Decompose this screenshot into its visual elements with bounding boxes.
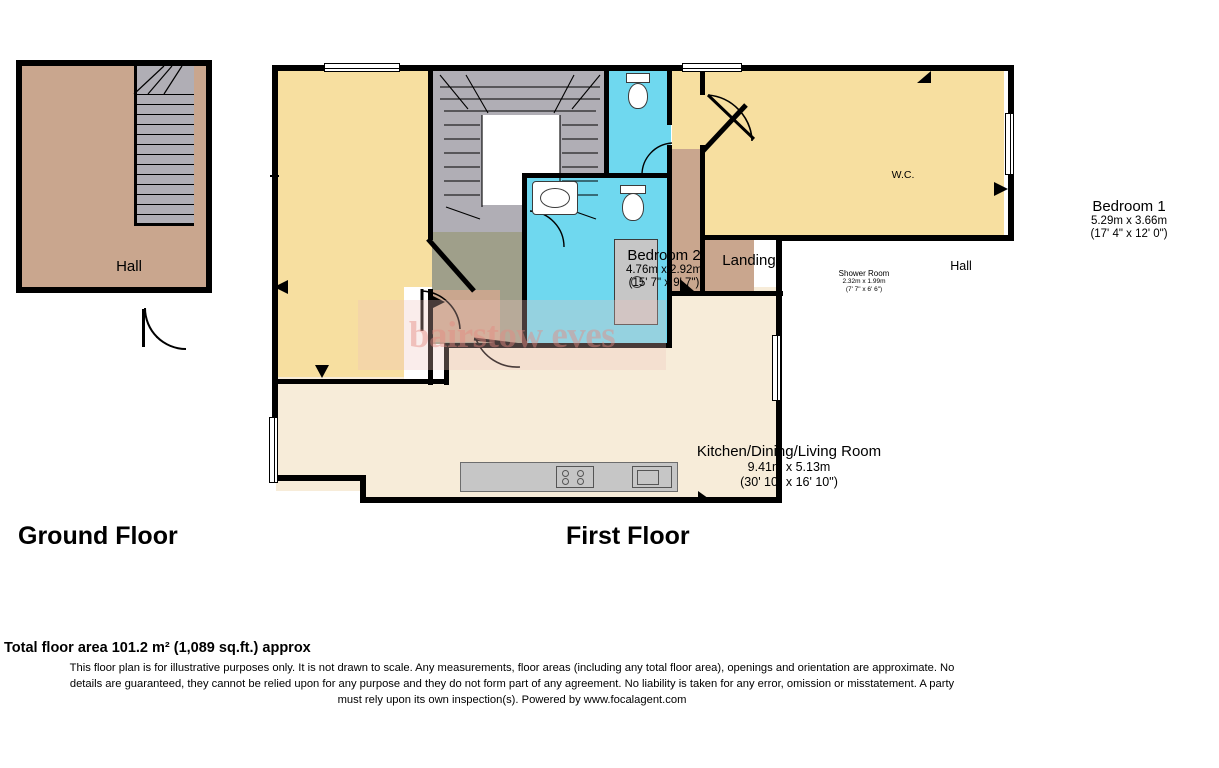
ground-floor-stair-winder-icon: [134, 66, 194, 96]
first-floor-plan: [264, 57, 1168, 503]
arrow-bedroom2-south-icon: [312, 362, 332, 380]
window-kitchen-west: [269, 417, 278, 483]
ground-floor-title: Ground Floor: [18, 522, 178, 550]
room-label-landing: [684, 252, 814, 269]
room-label-shower-room: [799, 269, 929, 293]
shower-room-basin: [532, 181, 578, 215]
room-name-bedroom2: Bedroom 2: [627, 247, 701, 264]
ground-floor-door-leaf: [142, 309, 145, 347]
total-floor-area: Total floor area 101.2 m² (1,089 sq.ft.) approx: [4, 640, 311, 656]
room-dims-imperial-bedroom2: (15' 7" x 9' 7"): [628, 277, 700, 290]
room-name-hall-ground: Hall: [116, 258, 142, 275]
window-bedroom2-north: [324, 63, 400, 72]
window-hall-north: [682, 63, 742, 72]
window-placeholder: [270, 175, 279, 177]
room-name-bedroom1: Bedroom 1: [1092, 198, 1166, 215]
disclaimer-line-3: must rely upon its own inspection(s). Powered by www.focalagent.com: [337, 694, 687, 707]
arrow-bedroom2-west-icon: [272, 277, 292, 297]
room-dims-imperial-bedroom1: (17' 4" x 12' 0"): [1090, 228, 1168, 241]
window-kitchen-east: [772, 335, 781, 401]
wall-wc-west: [604, 65, 609, 175]
ground-floor-plan: [16, 60, 212, 293]
door-bedroom1-icon: [702, 87, 760, 151]
wall-ff-east-step: [776, 235, 1014, 241]
room-name-kitchen: Kitchen/Dining/Living Room: [696, 443, 882, 460]
room-label-kitchen: [664, 443, 914, 489]
arrow-bedroom1-north-icon: [913, 69, 935, 87]
watermark-bairstow-eves: bairstow eves: [358, 300, 666, 370]
arrow-bedroom1-east-icon: [990, 179, 1010, 199]
first-floor-title: First Floor: [566, 522, 690, 550]
arrow-kitchen-south-icon: [694, 487, 716, 505]
wall-bedroom2-east: [428, 65, 433, 240]
wall-kitchen-west-detail: [272, 377, 452, 485]
room-dims-metric-kitchen: 9.41m x 5.13m: [747, 460, 831, 475]
wc-toilet-bowl: [628, 83, 648, 109]
wall-wc-east: [667, 65, 672, 125]
room-dims-metric-shower-room: 2.32m x 1.99m: [842, 278, 886, 286]
wall-ff-south: [360, 497, 782, 503]
shower-room-toilet-cistern: [620, 185, 646, 194]
door-wc-icon: [636, 137, 676, 181]
room-dims-imperial-shower-room: (7' 7" x 6' 6"): [845, 285, 883, 293]
room-name-hall-first: Hall: [950, 259, 972, 273]
wc-cistern: [626, 73, 650, 83]
room-label-hall-ground: [74, 258, 184, 275]
room-dims-metric-bedroom1: 5.29m x 3.66m: [1090, 215, 1168, 228]
first-floor-staircase: [432, 69, 608, 234]
disclaimer-line-1: This floor plan is for illustrative purposes only. It is not drawn to scale. Any measurements, floor areas (including any total floor area), openings and orientation are approximate. No: [69, 662, 955, 674]
room-name-landing: Landing: [722, 252, 776, 269]
wall-bedroom1-south: [700, 235, 780, 240]
disclaimer-line-2: details are guaranteed, they cannot be relied upon for any purpose and they do not form part of any agreement. No liability is taken for any error, omission or misstatement. A party: [69, 678, 955, 691]
room-label-hall-first: [916, 259, 1006, 273]
room-label-bedroom1: [1039, 198, 1219, 242]
disclaimer-text: [0, 660, 1024, 709]
room-dims-imperial-kitchen: (30' 10" x 16' 10"): [740, 474, 838, 489]
room-dims-metric-bedroom2: 4.76m x 2.92m: [625, 264, 703, 277]
window-bedroom1-east: [1005, 113, 1014, 175]
room-label-wc: [870, 169, 936, 181]
wall-ff-west: [272, 65, 278, 385]
room-name-wc: W.C.: [891, 169, 915, 181]
room-name-shower-room: Shower Room: [838, 269, 890, 278]
shower-room-toilet: [622, 193, 644, 221]
kitchen-hob-icon: [556, 466, 594, 488]
